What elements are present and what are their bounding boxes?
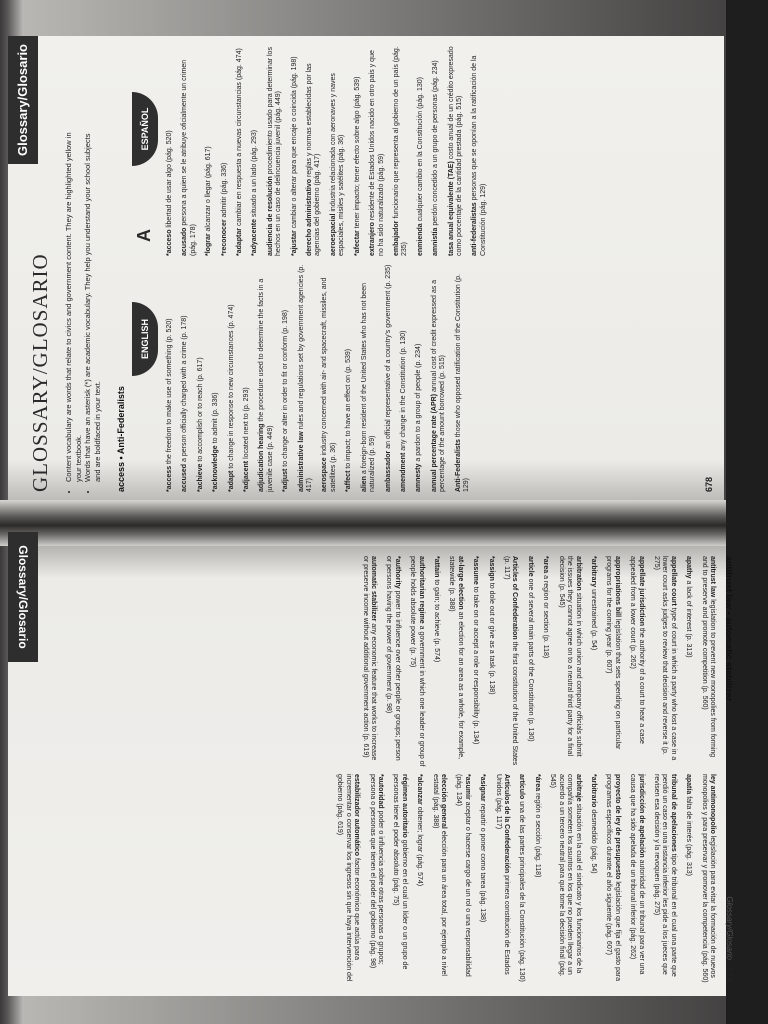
glossary-definition: to dole out or give as a task (p. 138) [487, 582, 495, 695]
glossary-entry [258, 262, 275, 492]
glossary-definition: legislación para evitar la formación de nuevos monopolios y para preservar y promover la competencia (pág. 560) [700, 774, 716, 983]
glossary-definition: una de las partes principales de la Constitución (pág. 130) [518, 801, 526, 982]
glossary-term: *access [166, 465, 173, 492]
glossary-entry [400, 262, 408, 492]
glossary-entry [526, 556, 534, 768]
glossary-definition: tener impacto; tener efecto sobre algo (pág. 539) [353, 76, 361, 229]
glossary-term: *ajustar [290, 230, 298, 256]
glossary-entry [430, 774, 447, 988]
glossary-term: embajador [392, 220, 400, 256]
glossary-definition: tipo de tribunal en el cual una parte que perdió un caso en una instancia inferior les pide a los jueces que revisen esa decisión y la revoquen (pág. 275) [652, 774, 677, 977]
glossary-entry [321, 262, 338, 492]
glossary-entry [502, 556, 519, 768]
glossary-entry [181, 262, 189, 492]
glossary-entry [369, 46, 386, 256]
glossary-entry [448, 46, 465, 256]
glossary-term: *adaptar [236, 227, 244, 256]
glossary-entry [181, 46, 198, 256]
glossary-entry [447, 556, 464, 768]
glossary-entry [408, 556, 425, 768]
glossary-term: administrative law [297, 431, 305, 492]
glossary-term: derecho administrativo [306, 178, 314, 256]
right-page-running-title: Glossary/Glosario [725, 896, 734, 960]
glossary-term: tasa anual equivalente (TAE) [447, 161, 455, 256]
left-page [8, 36, 724, 518]
glossary-entry [212, 262, 220, 492]
glossary-definition: primera constitución de Estados Unidos (pág. 117) [494, 774, 511, 975]
glossary-entry [471, 46, 488, 256]
glossary-term: article [526, 556, 534, 577]
glossary-definition: residente de Estados Unidos nacido en otro país y que no ha sido naturalizado (pág. 59) [369, 50, 385, 256]
glossary-term: anti-federalistas [471, 202, 479, 256]
glossary-term: arbitration [574, 556, 582, 591]
glossary-term: aerospace [321, 457, 329, 492]
glossary-definition: any economic feature that works to increase or preserve income without additional government action (p. 619) [361, 556, 378, 761]
glossary-term: *adyacente [251, 219, 259, 256]
glossary-entry [166, 262, 174, 492]
glossary-entry [432, 46, 440, 256]
glossary-term: ley antimonopolio [709, 774, 716, 834]
glossary-entry [455, 262, 472, 492]
glossary-entry [548, 774, 582, 988]
glossary-definition: a region or section (p. 118) [542, 575, 550, 659]
glossary-entry [243, 262, 251, 492]
glossary-term: *area [542, 556, 550, 574]
glossary-term: artículo [518, 774, 526, 800]
glossary-term: estabilizador automático [353, 774, 361, 857]
glossary-entry [652, 556, 677, 768]
glossary-term: *arbitrario [589, 774, 597, 808]
glossary-term: amnesty [415, 463, 423, 492]
glossary-definition: to change or alter in order to fit or conform (p. 198) [282, 309, 290, 467]
glossary-term: audiencia de resolución [266, 176, 274, 256]
spanish-column [166, 46, 495, 256]
glossary-entry [415, 774, 423, 988]
english-column [166, 262, 478, 492]
glossary-entry [330, 46, 347, 256]
glossary-definition: situación en la cual el sindicato y los funcionarios de la compañía someten los asuntos en los que no pueden llegar a un acuerdo a un tercero neutral para que tome la decisión final (pág. 545) [549, 774, 582, 977]
glossary-definition: to accomplish or to reach (p. 617) [196, 357, 204, 462]
glossary-term: *adjacent [243, 460, 251, 492]
right-page-header: Glossary/Glosario [8, 532, 38, 662]
glossary-term: annual percentage rate (APR) [430, 393, 438, 492]
glossary-definition: to gain; to achieve (p. 574) [433, 579, 441, 663]
glossary-definition: costo anual de un crédito expresado como porcentaje de la cantidad prestada (pág. 515) [447, 46, 463, 256]
glossary-definition: an official representative of a country's government (p. 235) [384, 264, 392, 449]
glossary-term: ambassador [384, 450, 392, 492]
glossary-term: at-large election [456, 556, 464, 610]
glossary-term: appellate jurisdiction [637, 556, 645, 627]
glossary-definition: legislación que fija el gasto para programas específicos durante el año siguiente (pág. 607) [605, 774, 621, 981]
english-tab: ENGLISH [132, 302, 158, 376]
glossary-entry [699, 774, 716, 988]
glossary-term: aeroespacial [329, 213, 337, 256]
glossary-definition: procedimiento usado para determinar los hechos en un caso de delincuencia juvenil (pág. 449) [266, 47, 283, 256]
glossary-term: appellate court [669, 556, 677, 606]
glossary-definition: aceptar o hacerse cargo de un rol o una responsabilidad (pág. 134) [455, 774, 471, 977]
glossary-entry [517, 774, 525, 988]
page-number: 678 [704, 476, 714, 492]
glossary-definition: situado a un lado (pág. 293) [251, 129, 259, 218]
glossary-entry [431, 262, 448, 492]
spanish-column [328, 774, 716, 988]
glossary-entry [306, 46, 323, 256]
glossary-term: *authority [393, 556, 401, 589]
glossary-entry [298, 262, 315, 492]
glossary-definition: persona a quien se le atribuye oficialmente un crimen (pág. 178) [181, 59, 197, 256]
glossary-definition: autoridad de un tribunal para ver una causa que ha sido apelada de un tribunal inferior (pág. 262) [629, 774, 645, 975]
glossary-definition: rules and regulations set by government agencies (p. 417) [297, 264, 314, 492]
glossary-entry [589, 556, 597, 768]
glossary-definition: industria relacionada con aeronaves y naves espaciales, misiles y satélites (pág. 36) [329, 73, 346, 256]
glossary-term: *arbitrary [589, 556, 597, 588]
glossary-definition: desmedido (pág. 54) [589, 809, 597, 874]
glossary-term: amnistía [432, 227, 440, 256]
glossary-entry [282, 262, 290, 492]
glossary-entry [228, 262, 236, 492]
glossary-entry [541, 556, 549, 768]
glossary-definition: located next to (p. 293) [243, 387, 251, 459]
glossary-term: *attain [433, 556, 441, 578]
glossary-term: appropriations bill [613, 556, 621, 618]
glossary-term: *autoridad [377, 774, 385, 809]
intro-notes [64, 132, 102, 492]
glossary-definition: falta de interés (pág. 313) [685, 796, 693, 876]
glossary-term: *assign [487, 556, 495, 581]
glossary-definition: legislation to prevent new monopolies from forming and to preserve and promote competition (p. 560) [700, 556, 716, 758]
glossary-definition: power to influence over other people or groups; person or persons having the power of government (p. 98) [385, 556, 401, 761]
glossary-term: Artículos de la Confederación [503, 774, 511, 874]
glossary-entry [251, 46, 259, 256]
glossary-term: acusado [181, 227, 189, 256]
intro-note: • Words that have an asterisk (*) are academic vocabulary. They help you understand your school subjects and are boldfaced in your text. [83, 132, 102, 482]
left-page-header: Glossary/Glosario [8, 36, 38, 164]
glossary-term: Articles of Confederation [511, 556, 519, 640]
glossary-term: apathy [685, 556, 693, 579]
glossary-term: *reconocer [220, 219, 228, 256]
glossary-term: *alcanzar [416, 774, 424, 805]
glossary-definition: to admit (p. 336) [212, 392, 220, 444]
glossary-entry [393, 46, 410, 256]
right-page-range: antitrust law • automatic stabilizer [724, 556, 734, 702]
intro-note: • Content vocabulary are words that relate to civics and government content. They are highlighted yellow in your textbook. [64, 132, 83, 482]
glossary-definition: libertad de usar algo (pág. 520) [166, 130, 173, 228]
glossary-definition: a person officially charged with a crime (p. 178) [181, 315, 189, 463]
glossary-entry [652, 774, 677, 988]
glossary-term: *achieve [196, 463, 204, 492]
glossary-entry [385, 262, 393, 492]
glossary-entry [628, 556, 645, 768]
glossary-term: *afectar [353, 230, 361, 256]
page-title: GLOSSARY/GLOSARIO [28, 253, 52, 492]
english-column [353, 556, 716, 768]
glossary-term: authoritarian regime [417, 556, 425, 624]
glossary-entry [415, 262, 423, 492]
glossary-entry [335, 774, 360, 988]
glossary-term: antitrust law [709, 556, 716, 598]
glossary-entry [454, 774, 471, 988]
glossary-definition: elección para un área total, por ejemplo a nivel estatal (pág. 388) [431, 774, 448, 976]
glossary-entry [221, 46, 229, 256]
glossary-definition: situation in which union and company officials submit the issues they cannot agree on to a neutral third party for a final decision (p. 545) [557, 556, 582, 757]
glossary-entry [493, 774, 510, 988]
glossary-definition: factor económico que actúa para incrementar o conservar los ingresos sin que haya intervención del gobierno (pág. 619) [336, 774, 361, 982]
glossary-definition: poder o influencia sobre otras personas o grupos; persona o personas que tienen el poder del gobierno (pág. 98) [368, 774, 385, 969]
glossary-entry [205, 46, 213, 256]
glossary-term: Anti-Federalists [454, 439, 462, 492]
glossary-entry [267, 46, 284, 256]
glossary-definition: any change in the Constitution (p. 130) [399, 330, 407, 451]
glossary-definition: a foreign-born resident of the United States who has not been naturalized (p. 59) [360, 283, 377, 492]
glossary-term: alien [360, 476, 368, 492]
glossary-term: régimen autoritario [400, 774, 408, 838]
glossary-definition: the procedure used to determine the facts in a juvenile case (p. 449) [258, 278, 274, 492]
glossary-entry [432, 556, 440, 768]
page-number: 679 [724, 966, 734, 982]
glossary-term: *lograr [205, 233, 213, 256]
glossary-term: apatía [685, 774, 693, 795]
glossary-term: *área [533, 774, 541, 792]
glossary-definition: to impact; to have an effect on (p. 539) [345, 348, 353, 469]
glossary-definition: one of several main parts of the Constitution (p. 130) [526, 578, 534, 742]
glossary-entry [384, 556, 401, 768]
glossary-entry [533, 774, 541, 988]
glossary-definition: type of court in which a party who lost a case in a lower court asks judges to review that decision and reverse it (p. 275) [652, 556, 677, 761]
glossary-entry [699, 556, 716, 768]
glossary-definition: to change in response to new circumstances (p. 474) [227, 304, 235, 469]
glossary-entry [197, 262, 205, 492]
glossary-definition: alcanzar o llegar (pág. 617) [205, 146, 213, 232]
glossary-term: *affect [345, 470, 353, 492]
glossary-entry [486, 556, 494, 768]
glossary-definition: a government in which one leader or group of people holds absolute power (p. 75) [409, 556, 425, 767]
spanish-tab: ESPAÑOL [132, 92, 158, 166]
letter-heading: A [134, 229, 154, 242]
glossary-term: extranjero [369, 222, 377, 256]
glossary-entry [604, 556, 621, 768]
glossary-entry [367, 774, 384, 988]
glossary-definition: the authority of a court to hear a case appealed from a lower court (p. 262) [629, 556, 645, 744]
glossary-definition: perdón concedido a un grupo de personas (pág. 234) [432, 60, 440, 226]
glossary-term: adjudication hearing [258, 423, 266, 492]
glossary-term: arbitraje [574, 774, 582, 802]
glossary-term: automatic stabilizer [370, 556, 378, 622]
glossary-entry [166, 46, 174, 256]
glossary-definition: reglas y normas establecidas por las agencias del gobierno (pág. 417) [306, 63, 322, 256]
glossary-definition: legislation that sets spending on particular programs for the coming year (p. 607) [605, 556, 621, 750]
glossary-term: enmienda [416, 223, 424, 256]
glossary-definition: gobierno en el cual un líder o un grupo de personas tiene el poder absoluto (pág. 75) [392, 774, 408, 970]
glossary-entry [589, 774, 597, 988]
glossary-definition: obtener; lograr (pág. 574) [416, 806, 424, 887]
glossary-entry [360, 556, 377, 768]
right-page [8, 532, 748, 996]
glossary-term: elección general [440, 774, 448, 829]
glossary-term: accused [181, 463, 189, 492]
glossary-term: proyecto de ley de presupuesto [613, 774, 621, 880]
glossary-term: *asumir [463, 774, 471, 800]
glossary-definition: annual cost of credit expressed as a percentage of the amount borrowed (p. 515) [430, 279, 447, 492]
glossary-entry [354, 46, 362, 256]
left-page-range: access • Anti-Federalists [116, 386, 126, 492]
glossary-entry [628, 774, 645, 988]
glossary-entry [417, 46, 425, 256]
glossary-entry [684, 556, 692, 768]
glossary-definition: cualquier cambio en la Constitución (pág. 130) [416, 76, 424, 222]
glossary-definition: a pardon to a group of people (p. 234) [415, 343, 423, 462]
glossary-definition: a lack of interest (p. 313) [685, 580, 693, 658]
glossary-term: jurisdicción de apelación [637, 774, 645, 858]
glossary-definition: cambiar en respuesta a nuevas circunstancias (pág. 474) [236, 48, 244, 227]
glossary-entry [361, 262, 378, 492]
glossary-entry [684, 774, 692, 988]
glossary-definition: admitir (pág. 336) [220, 162, 228, 218]
glossary-term: *asignar [479, 774, 487, 802]
glossary-definition: unrestrained (p. 54) [589, 589, 597, 651]
glossary-definition: to take on or accept a role or responsibility (p. 134) [472, 586, 480, 745]
glossary-entry [478, 774, 486, 988]
glossary-entry [556, 556, 581, 768]
glossary-definition: personas que se oponían a la ratificación de la Constitución (pág. 129) [471, 55, 487, 256]
glossary-term: *adapt [227, 470, 235, 492]
glossary-definition: an election for an area as a whole, for example, statewide (p. 388) [448, 556, 464, 760]
glossary-term: *acknowledge [212, 445, 220, 492]
glossary-definition: the freedom to make use of something (p. 520) [166, 318, 173, 464]
glossary-definition: the first constitution of the United States (p. 117) [503, 556, 519, 766]
glossary-term: *adjust [282, 468, 290, 492]
glossary-term: amendment [399, 452, 407, 492]
glossary-entry [391, 774, 408, 988]
glossary-term: *acceso [166, 229, 173, 256]
glossary-term: *assume [472, 556, 480, 585]
glossary-entry [236, 46, 244, 256]
glossary-entry [345, 262, 353, 492]
glossary-term: tribunal de apelaciones [669, 774, 677, 852]
glossary-definition: industry concerned with air- and spacecraft, missiles, and satellites (p. 36) [321, 277, 337, 492]
glossary-definition: región o sección (pág. 118) [533, 793, 541, 878]
glossary-definition: cambiar o alterar para que encaje o coincida (pág. 198) [290, 56, 298, 229]
glossary-definition: those who opposed ratification of the Constitution (p. 129) [454, 274, 470, 492]
glossary-entry [604, 774, 621, 988]
glossary-entry [291, 46, 299, 256]
glossary-entry [471, 556, 479, 768]
glossary-definition: funcionario que representa al gobierno de un país (pág. 235) [392, 46, 409, 256]
glossary-definition: repartir o poner como tarea (pág. 138) [479, 803, 487, 923]
